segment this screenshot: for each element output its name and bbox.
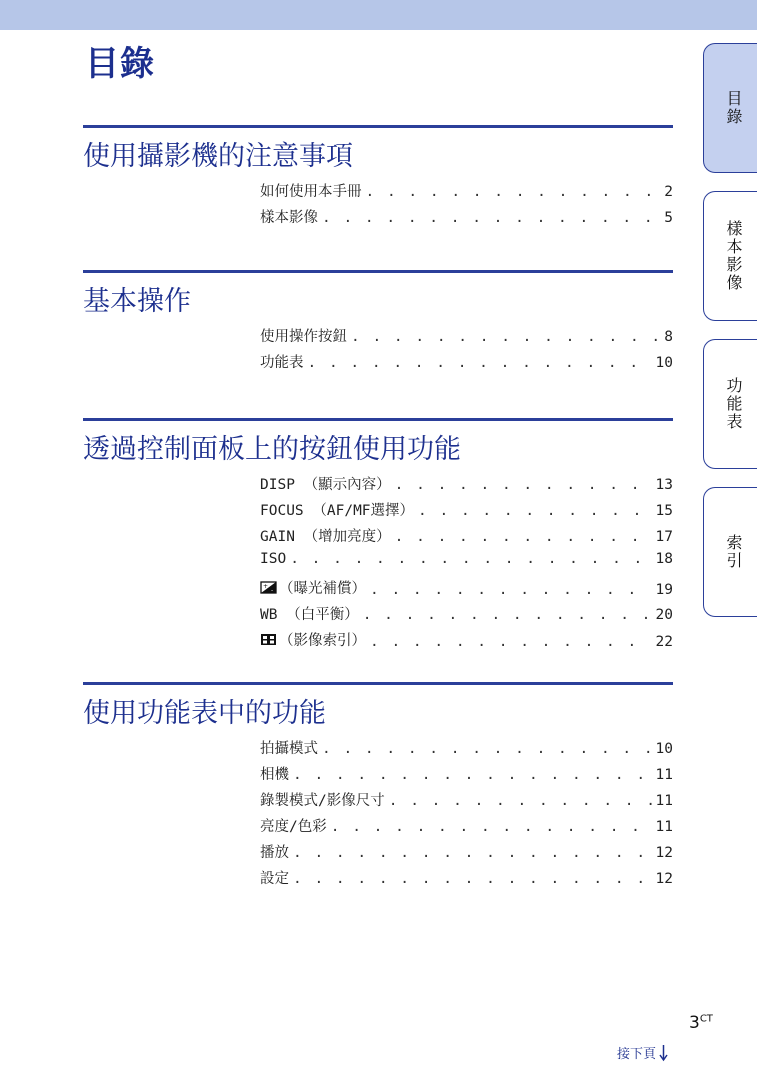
toc-entry-page: 13 bbox=[655, 477, 673, 493]
toc-entry-label bbox=[260, 789, 385, 810]
toc-entry-label bbox=[260, 603, 359, 624]
dot-leader bbox=[418, 503, 652, 519]
toc-entry-text: 相機 bbox=[260, 767, 289, 783]
tab-label: 功能表 bbox=[724, 377, 743, 431]
toc-entry-label bbox=[260, 577, 366, 598]
toc-section bbox=[83, 270, 673, 377]
page-number-value: 3 bbox=[689, 1013, 700, 1033]
toc-entry[interactable] bbox=[260, 180, 673, 206]
section-rule bbox=[83, 418, 673, 421]
svg-text:-: - bbox=[271, 587, 274, 594]
toc-entry[interactable] bbox=[260, 351, 673, 377]
toc-entry-list bbox=[260, 737, 673, 893]
dot-leader bbox=[395, 529, 652, 545]
top-banner bbox=[0, 0, 757, 30]
toc-entry-label bbox=[260, 551, 286, 567]
next-page-label: 接下頁 bbox=[617, 1047, 657, 1062]
dot-leader bbox=[363, 607, 652, 623]
tab-sample-images[interactable] bbox=[703, 191, 757, 321]
toc-entry-page: 2 bbox=[664, 184, 673, 200]
toc-entry[interactable] bbox=[260, 206, 673, 232]
toc-entry-label bbox=[260, 180, 362, 201]
toc-entry[interactable] bbox=[260, 815, 673, 841]
toc-entry-text: ISO bbox=[260, 551, 287, 567]
toc-entry-text: 使用操作按鈕 bbox=[260, 329, 347, 345]
section-heading: 透過控制面板上的按鈕使用功能 bbox=[83, 434, 461, 465]
toc-entry-text: 設定 bbox=[260, 871, 289, 887]
toc-entry-text: 播放 bbox=[260, 845, 289, 861]
toc-entry-page: 8 bbox=[664, 329, 673, 345]
dot-leader bbox=[293, 845, 652, 861]
toc-section bbox=[83, 682, 673, 893]
toc-entry[interactable] bbox=[260, 789, 673, 815]
tab-label: 索引 bbox=[724, 534, 743, 570]
toc-entry-text: FOCUS （AF/MF選擇） bbox=[260, 503, 415, 519]
toc-entry[interactable] bbox=[260, 525, 673, 551]
section-heading: 使用攝影機的注意事項 bbox=[83, 141, 353, 172]
toc-entry[interactable] bbox=[260, 551, 673, 577]
section-rule bbox=[83, 682, 673, 685]
toc-entry-label bbox=[260, 737, 318, 758]
toc-entry-page: 12 bbox=[655, 871, 673, 887]
tab-label: 樣本影像 bbox=[724, 220, 743, 292]
toc-entry-label bbox=[260, 525, 391, 546]
toc-entry-page: 12 bbox=[655, 845, 673, 861]
dot-leader bbox=[331, 819, 652, 835]
toc-entry[interactable] bbox=[260, 499, 673, 525]
toc-entry[interactable] bbox=[260, 473, 673, 499]
dot-leader bbox=[366, 184, 661, 200]
toc-entry-label bbox=[260, 325, 347, 346]
toc-entry-page: 20 bbox=[655, 607, 673, 623]
toc-entry-page: 17 bbox=[655, 529, 673, 545]
toc-entry[interactable] bbox=[260, 325, 673, 351]
dot-leader bbox=[389, 793, 652, 809]
page-title: 目錄 bbox=[85, 44, 155, 84]
toc-entry-text: DISP （顯示內容） bbox=[260, 477, 391, 493]
toc-section bbox=[83, 418, 673, 655]
section-heading: 基本操作 bbox=[83, 286, 191, 317]
toc-section bbox=[83, 125, 673, 232]
dot-leader bbox=[308, 355, 652, 371]
toc-entry-label bbox=[260, 763, 289, 784]
dot-leader bbox=[351, 329, 660, 345]
toc-entry-list bbox=[260, 473, 673, 655]
dot-leader bbox=[290, 551, 651, 567]
toc-entry-text: GAIN （增加亮度） bbox=[260, 529, 391, 545]
next-page-link[interactable] bbox=[617, 1043, 668, 1062]
section-heading: 使用功能表中的功能 bbox=[83, 698, 326, 729]
toc-entry-label bbox=[260, 629, 366, 650]
toc-entry-text: 樣本影像 bbox=[260, 210, 318, 226]
toc-entry-text: 錄製模式/影像尺寸 bbox=[260, 793, 385, 809]
toc-entry-label bbox=[260, 867, 289, 888]
dot-leader bbox=[370, 634, 652, 650]
toc-entry-label bbox=[260, 351, 304, 372]
toc-entry-page: 5 bbox=[664, 210, 673, 226]
section-rule bbox=[83, 270, 673, 273]
image-index-icon bbox=[260, 633, 277, 646]
toc-entry-text: WB （白平衡） bbox=[260, 607, 359, 623]
toc-entry[interactable] bbox=[260, 867, 673, 893]
exposure-compensation-icon bbox=[260, 581, 277, 594]
toc-entry-text: 功能表 bbox=[260, 355, 304, 371]
toc-entry-text: （曝光補償） bbox=[279, 581, 366, 597]
toc-entry-list bbox=[260, 325, 673, 377]
dot-leader bbox=[395, 477, 652, 493]
tab-contents[interactable] bbox=[703, 43, 757, 173]
toc-entry-page: 11 bbox=[655, 767, 673, 783]
toc-entry-label bbox=[260, 473, 391, 494]
toc-entry-label bbox=[260, 499, 414, 520]
dot-leader bbox=[293, 871, 652, 887]
toc-entry-text: 拍攝模式 bbox=[260, 741, 318, 757]
toc-entry[interactable] bbox=[260, 577, 673, 603]
toc-entry-page: 11 bbox=[655, 793, 673, 809]
svg-text:+: + bbox=[263, 583, 269, 590]
toc-entry[interactable] bbox=[260, 841, 673, 867]
down-arrow-icon bbox=[659, 1044, 668, 1062]
tab-index[interactable] bbox=[703, 487, 757, 617]
toc-entry-label bbox=[260, 841, 289, 862]
toc-entry-text: 亮度/色彩 bbox=[260, 819, 327, 835]
toc-entry[interactable] bbox=[260, 603, 673, 629]
toc-entry-page: 18 bbox=[655, 551, 673, 567]
toc-entry-page: 10 bbox=[655, 741, 673, 757]
toc-entry-page: 22 bbox=[655, 634, 673, 650]
dot-leader bbox=[370, 582, 652, 598]
toc-entry-list bbox=[260, 180, 673, 232]
toc-entry[interactable] bbox=[260, 763, 673, 789]
section-rule bbox=[83, 125, 673, 128]
toc-entry-label bbox=[260, 815, 327, 836]
page-number-suffix: CT bbox=[699, 1013, 713, 1025]
toc-entry[interactable] bbox=[260, 629, 673, 655]
dot-leader bbox=[322, 210, 660, 226]
toc-entry-page: 19 bbox=[655, 582, 673, 598]
toc-entry-label bbox=[260, 206, 318, 227]
dot-leader bbox=[293, 767, 652, 783]
toc-entry-page: 15 bbox=[655, 503, 673, 519]
dot-leader bbox=[322, 741, 652, 757]
toc-entry-page: 11 bbox=[655, 819, 673, 835]
page-number bbox=[689, 1013, 713, 1033]
toc-entry-page: 10 bbox=[655, 355, 673, 371]
toc-entry-text: （影像索引） bbox=[279, 633, 366, 649]
toc-entry[interactable] bbox=[260, 737, 673, 763]
tab-menu[interactable] bbox=[703, 339, 757, 469]
toc-entry-text: 如何使用本手冊 bbox=[260, 184, 362, 200]
tab-label: 目錄 bbox=[724, 90, 743, 126]
